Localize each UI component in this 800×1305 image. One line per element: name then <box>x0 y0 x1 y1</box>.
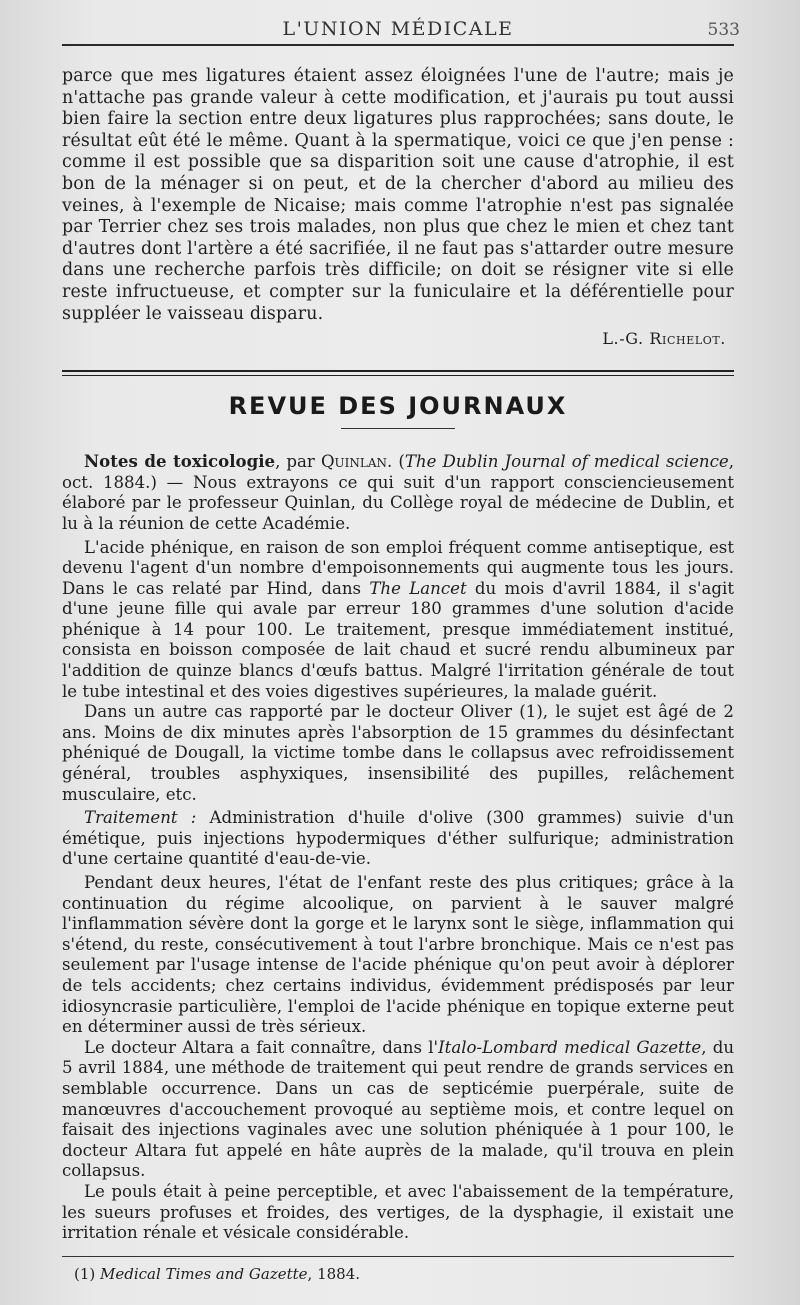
section-divider <box>62 370 734 376</box>
footnote-marker: (1) <box>74 1264 101 1283</box>
article <box>62 451 734 1244</box>
paragraph-4-text-b: , du 5 avril 1884, une méthode de traitement qui peut rendre de grands services en semblable occurrence. Dans un cas de septicémie puerpérale, suite de manœuvres d'accouchement provoqué au septième mois, et contre lequel on faisait des injections vaginales avec une solution phéniquée à 1 pour 100, le docteur Altara fut appelé en hâte auprès de la malade, qu'il trouva en plein collapsus. <box>62 1037 735 1181</box>
paragraph-1 <box>62 538 734 703</box>
source-close: , oct. 1884.) <box>62 452 734 492</box>
treatment-text: Administration d'huile d'olive (300 grammes) suivie d'un émétique, puis injections hypodermiques d'éther sulfurique; administration d'une certaine quantité d'eau-de-vie. <box>62 808 734 869</box>
author-prefix: , par <box>275 452 321 472</box>
running-head <box>62 10 740 46</box>
section-title-underline <box>341 428 455 429</box>
article-source: The Dublin Journal of medical science <box>404 452 729 472</box>
author-signature: L.-G. Richelot. <box>602 329 726 349</box>
footnote-divider <box>62 1256 734 1257</box>
journal-lancet: The Lancet <box>369 578 467 598</box>
source-open: . ( <box>387 452 405 472</box>
article-intro-paragraph <box>62 451 734 534</box>
footnote <box>74 1265 734 1283</box>
paragraph-3: Pendant deux heures, l'état de l'enfant reste des plus critiques; grâce à la continuation du régime alcoolique, on parvient à le sauver malgré l'inflammation sévère dont la gorge et le larynx sont le siège, inflammation qui s'étend, du reste, consécutivement à tout l'arbre bronchique. Mais ce n'est pas seulement par l'usage intense de l'acide phénique qu'on peut avoir à déplorer de tels accidents; chez certains individus, évidemment prédisposés par leur idiosyncrasie particulière, l'emploi de l'acide phénique en topique externe peut en déterminer aussi de très sérieux. <box>62 873 734 1037</box>
footnote-source: Medical Times and Gazette <box>100 1264 308 1283</box>
paragraph-1-text-b: du mois d'avril 1884, il s'agit d'une jeune fille qui avale par erreur 180 grammes d'une solution d'acide phénique à 14 pour 100. Le traitement, presque immédiatement institué, consista en boisson composée de lait chaud et sucré rendu albumineux par l'addition de quinze blancs d'œufs battus. Malgré l'irritation générale de tout le tube intestinal et des voies digestives supérieures, la malade guérit. <box>62 578 734 701</box>
journal-italo-lombard: Italo-Lombard medical Gazette <box>438 1037 702 1057</box>
page-number: 533 <box>707 20 740 40</box>
paragraph-4 <box>62 1038 734 1182</box>
paragraph-5: Le pouls était à peine perceptible, et avec l'abaissement de la température, les sueurs profuses et froides, des vertiges, de la dysphagie, il existait une irritation rénale et vésicale considérable. <box>62 1181 734 1243</box>
paragraph-2: Dans un autre cas rapporté par le docteur Oliver (1), le sujet est âgé de 2 ans. Moins de dix minutes après l'absorption de 15 grammes du désinfectant phéniqué de Dougall, la victime tombe dans le collapsus avec refroidissement général, troubles asphyxiques, insensibilité des pupilles, relâchement musculaire, etc. <box>62 702 734 804</box>
continuation-paragraph: parce que mes ligatures étaient assez éloignées l'une de l'autre; mais je n'attache pas grande valeur à cette modification, et j'aurais pu tout aussi bien faire la section entre deux ligatures plus rapprochées; sans doute, le résultat eût été le même. Quant à la spermatique, voici ce que j'en pense : comme il est possible que sa disparition soit une cause d'atrophie, il est bon de la ménager si on peut, et de la chercher d'abord au milieu des veines, à l'exemple de Nicaise; mais comme l'atrophie n'est pas signalée par Terrier chez ses trois malades, non plus que chez le mien et chez tant d'autres dont l'artère a été sacrifiée, il ne faut pas s'attarder outre mesure dans une recherche parfois très difficile; on doit se résigner vite si elle reste infructueuse, et compter sur la funiculaire et la déférentielle pour suppléer le vaisseau disparu. <box>62 66 734 324</box>
paragraph-1-text-a: L'acide phénique, en raison de son emploi fréquent comme antiseptique, est devenu l'agent d'un nombre d'empoisonnements qui augmente tous les jours. Dans le cas relaté par Hind, dans <box>62 537 734 598</box>
running-title: L'UNION MÉDICALE <box>282 18 514 40</box>
article-intro: — Nous extrayons ce qui suit d'un rapport consciencieusement élaboré par le professeur Quinlan, du Collège royal de médecine de Dublin, et lu à la réunion de cette Académie. <box>62 472 734 533</box>
article-author: Quinlan <box>320 452 388 472</box>
article-heading: Notes de toxicologie <box>84 451 276 472</box>
footnote-suffix: , 1884. <box>307 1264 361 1283</box>
paragraph-4-text-a: Le docteur Altara a fait connaître, dans l' <box>84 1037 439 1057</box>
treatment-paragraph <box>62 808 734 870</box>
treatment-label: Traitement : <box>84 808 197 828</box>
section-title: REVUE DES JOURNAUX <box>228 392 568 421</box>
